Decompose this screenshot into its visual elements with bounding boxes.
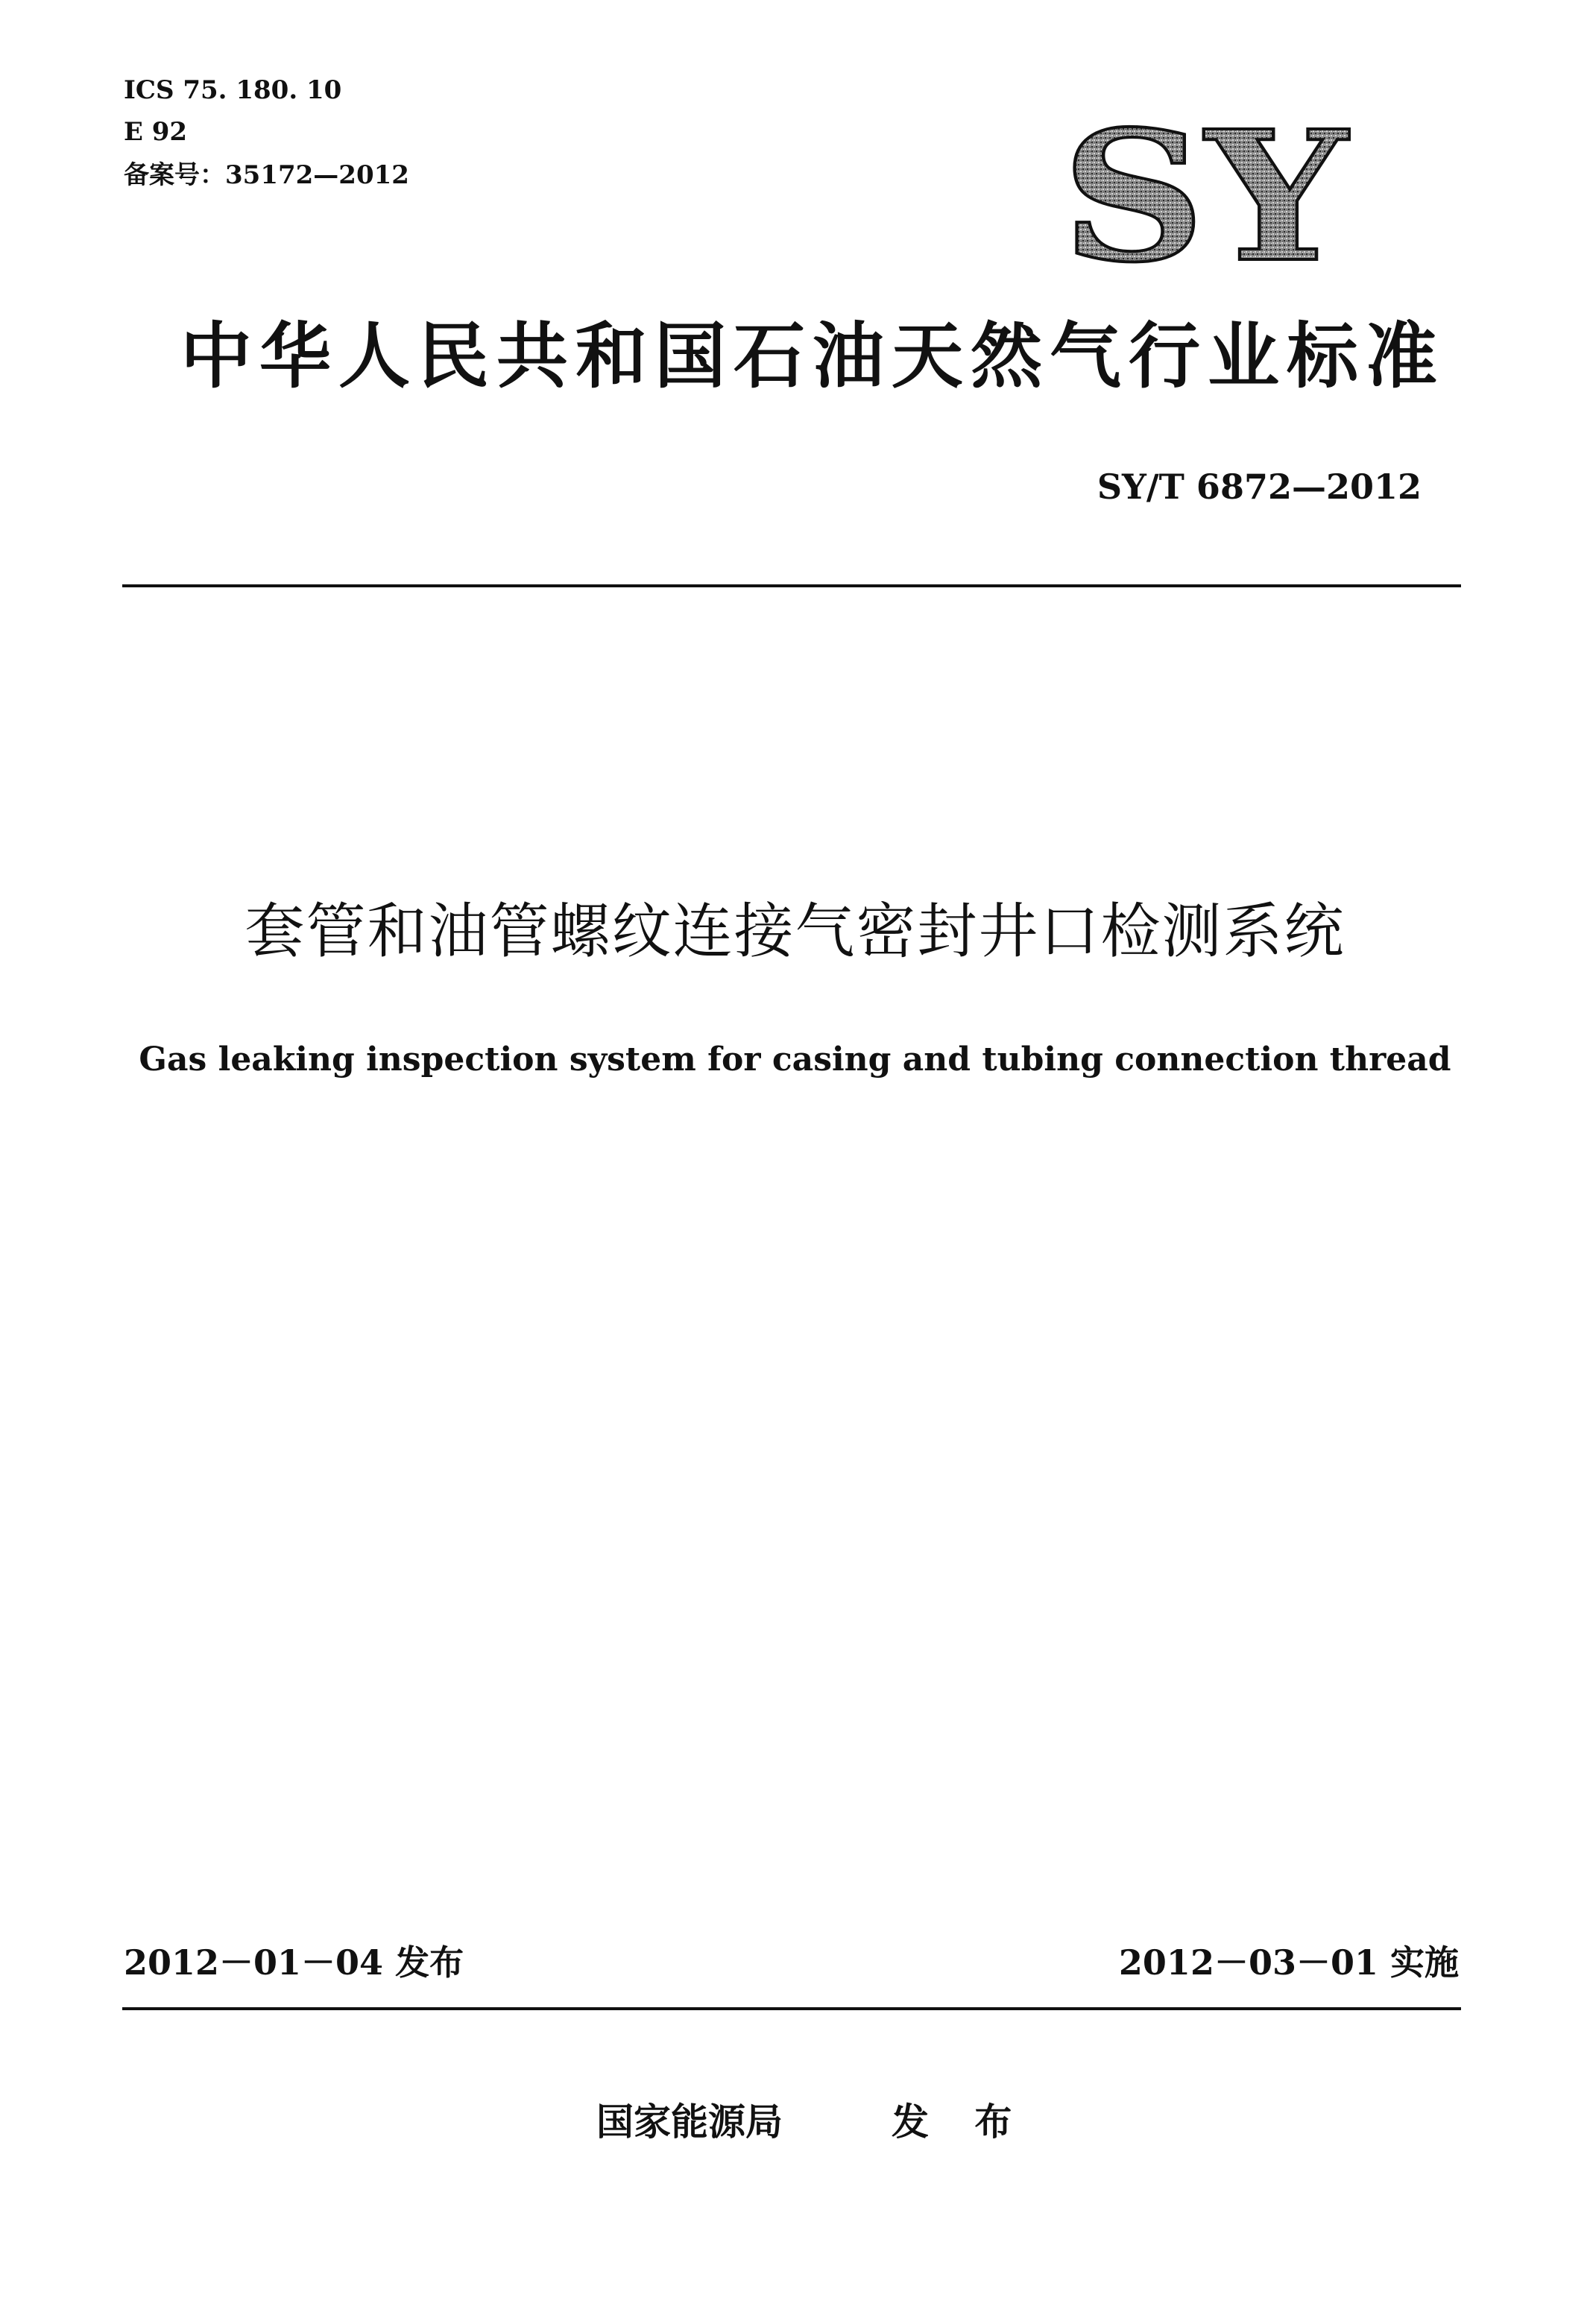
document-title-english: Gas leaking inspection system for casing and tubing connection thread [139,1041,1451,1079]
issue-date: 2012－01－04 发布 [124,1942,464,1983]
issue-label: 发 布 [892,2100,1029,2144]
record-number: 备案号：35172—2012 [124,160,409,190]
top-divider [122,584,1461,587]
ics-code: ICS 75. 180. 10 [124,75,342,105]
issuing-authority: 国家能源局 [596,2100,783,2144]
bottom-divider [122,2007,1461,2010]
svg-text:SY: SY [1061,119,1350,268]
standard-code: SY/T 6872—2012 [1097,467,1422,507]
sy-logo [1060,119,1351,268]
organization-title: 中华人民共和国石油天然气行业标准 [180,315,1445,398]
implementation-date: 2012－03－01 实施 [1118,1942,1459,1983]
classification-code: E 92 [124,117,188,147]
document-title-chinese: 套管和油管螺纹连接气密封井口检测系统 [245,897,1345,966]
